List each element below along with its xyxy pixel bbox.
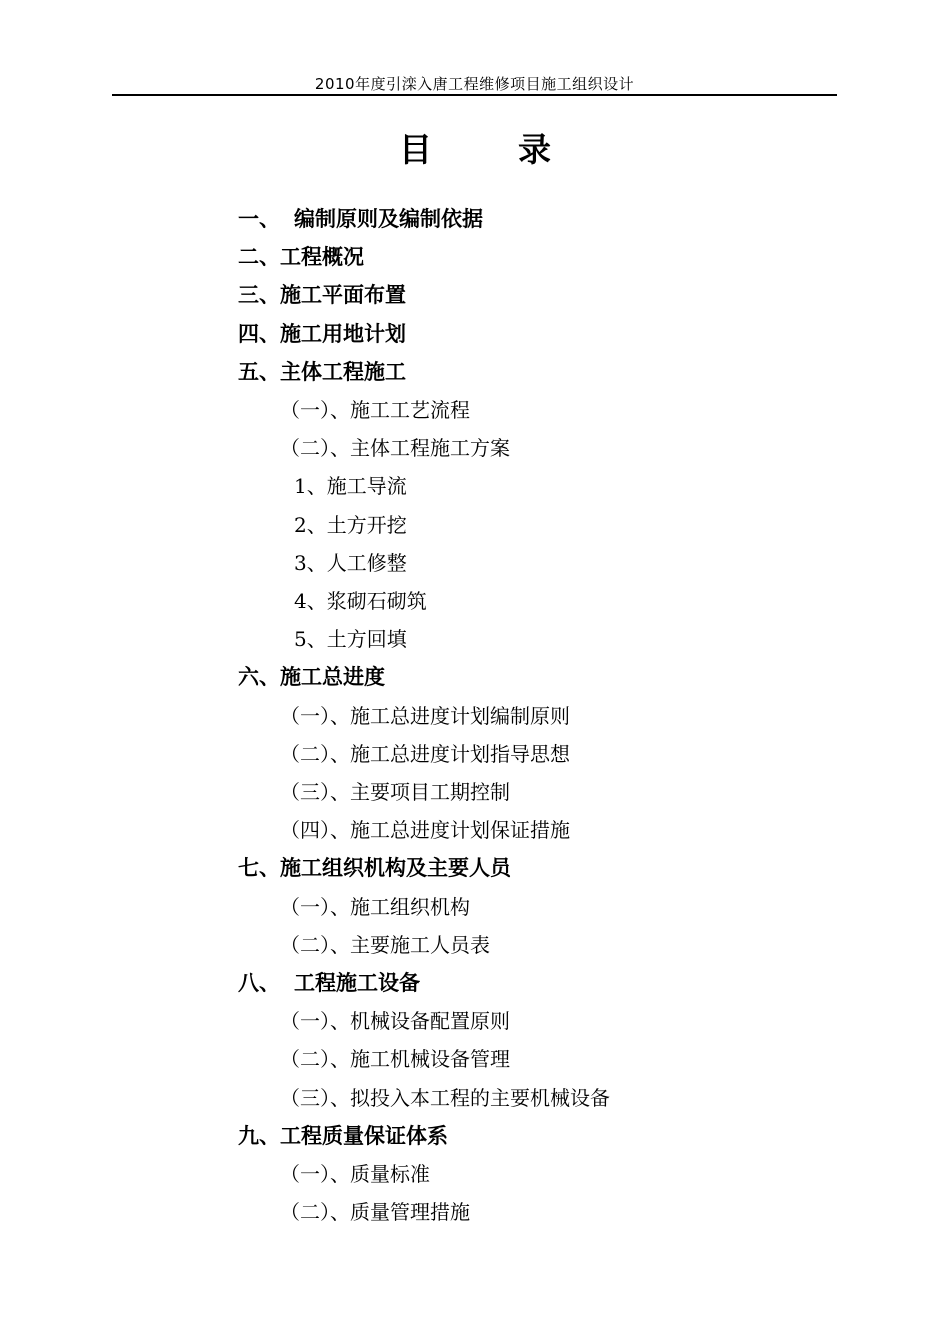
toc-entry-level-3	[294, 544, 407, 582]
toc-entry-level-1	[238, 1117, 448, 1155]
toc-entry-number: （一）、	[280, 1162, 350, 1186]
toc-entry-title: 施工组织机构及主要人员	[280, 856, 511, 881]
toc-entry-title: 主体工程施工	[280, 359, 406, 384]
page-title	[0, 128, 950, 172]
toc-entry-level-2	[280, 697, 570, 735]
toc-entry-level-2	[280, 888, 470, 926]
toc-entry-title: 机械设备配置原则	[350, 1009, 510, 1034]
toc-entry-level-2	[280, 429, 510, 467]
toc-entry-number: 三、	[238, 283, 280, 308]
toc-entry-level-1	[238, 238, 364, 276]
toc-entry-number: （一）、	[280, 703, 350, 728]
toc-entry-title: 工程概况	[280, 245, 364, 270]
toc-entry-number: （二）、	[280, 436, 350, 461]
toc-entry-title: 浆砌石砌筑	[326, 589, 427, 613]
toc-entry-level-2	[280, 811, 570, 849]
toc-entry-number: 3、	[294, 550, 327, 575]
toc-entry-level-2	[280, 773, 510, 811]
toc-entry-title: 施工总进度计划编制原则	[350, 703, 570, 728]
toc-entry-number: 五、	[238, 359, 280, 384]
toc-entry-level-1	[238, 964, 420, 1002]
toc-entry-number: 1、	[294, 474, 327, 499]
toc-entry-number: 四、	[238, 321, 280, 346]
toc-entry-level-2	[280, 391, 470, 429]
toc-entry-number: （一）、	[280, 894, 350, 919]
toc-entry-title: 工程施工设备	[294, 971, 420, 995]
toc-entry-level-1	[238, 200, 483, 238]
toc-entry-number: （四）、	[280, 818, 350, 843]
toc-entry-number: （一）、	[280, 398, 350, 422]
toc-entry-level-3	[294, 467, 407, 505]
toc-entry-number: 二、	[238, 245, 280, 270]
toc-entry-number: 七、	[238, 856, 280, 881]
header-rule	[112, 94, 837, 96]
toc-entry-number: 六、	[238, 665, 280, 690]
toc-entry-title: 土方开挖	[326, 512, 407, 537]
toc-entry-title: 主要项目工期控制	[350, 780, 510, 804]
toc-entry-number: 5、	[294, 627, 327, 652]
toc-entry-number: 八、	[238, 971, 280, 995]
toc-entry-level-1	[238, 315, 406, 353]
toc-entry-level-1	[238, 849, 511, 887]
toc-entry-title: 工程质量保证体系	[280, 1123, 448, 1148]
toc-entry-title: 主要施工人员表	[350, 932, 490, 957]
toc-entry-title: 施工导流	[326, 474, 407, 499]
toc-entry-title: 质量管理措施	[350, 1200, 470, 1225]
toc-entry-title: 施工工艺流程	[350, 398, 470, 422]
toc-entry-title: 施工总进度计划指导思想	[350, 741, 570, 766]
toc-entry-level-1	[238, 353, 406, 391]
title-char-1: 目	[399, 130, 432, 169]
toc-entry-title: 施工总进度计划保证措施	[350, 818, 570, 843]
toc-entry-number: （二）、	[280, 932, 350, 957]
toc-entry-title: 人工修整	[326, 550, 407, 575]
page-header: 2010年度引滦入唐工程维修项目施工组织设计	[314, 75, 635, 93]
toc-entry-title: 拟投入本工程的主要机械设备	[350, 1085, 610, 1110]
toc-entry-number: 一、	[238, 207, 280, 231]
toc-entry-title: 施工用地计划	[280, 321, 406, 346]
toc-entry-number: （一）、	[280, 1009, 350, 1034]
toc-entry-level-2	[280, 735, 570, 773]
toc-entry-level-3	[294, 620, 407, 658]
toc-entry-level-1	[238, 658, 385, 696]
toc-entry-level-3	[294, 582, 427, 620]
toc-entry-number: （二）、	[280, 1200, 350, 1225]
toc-entry-level-2	[280, 1002, 510, 1040]
toc-entry-level-2	[280, 1079, 610, 1117]
toc-entry-title: 编制原则及编制依据	[294, 207, 483, 231]
toc-entry-level-2	[280, 1193, 470, 1231]
toc-entry-title: 施工机械设备管理	[350, 1047, 510, 1072]
toc-entry-number: 4、	[294, 589, 327, 613]
toc-entry-title: 主体工程施工方案	[350, 436, 510, 461]
toc-entry-number: （三）、	[280, 1085, 350, 1110]
toc-entry-title: 土方回填	[326, 627, 407, 652]
toc-entry-level-2	[280, 1155, 430, 1193]
toc-entry-number: （三）、	[280, 780, 350, 804]
toc-entry-level-3	[294, 506, 407, 544]
title-char-2: 录	[518, 130, 551, 169]
toc-entry-title: 施工组织机构	[350, 894, 470, 919]
toc-entry-number: （二）、	[280, 741, 350, 766]
toc-entry-title: 质量标准	[350, 1162, 430, 1186]
toc-entry-level-2	[280, 926, 490, 964]
toc-entry-title: 施工平面布置	[280, 283, 406, 308]
toc-entry-level-2	[280, 1040, 510, 1078]
toc-entry-level-1	[238, 276, 406, 314]
toc-entry-number: 2、	[294, 512, 327, 537]
toc-entry-title: 施工总进度	[280, 665, 385, 690]
toc-entry-number: （二）、	[280, 1047, 350, 1072]
toc-entry-number: 九、	[238, 1123, 280, 1148]
